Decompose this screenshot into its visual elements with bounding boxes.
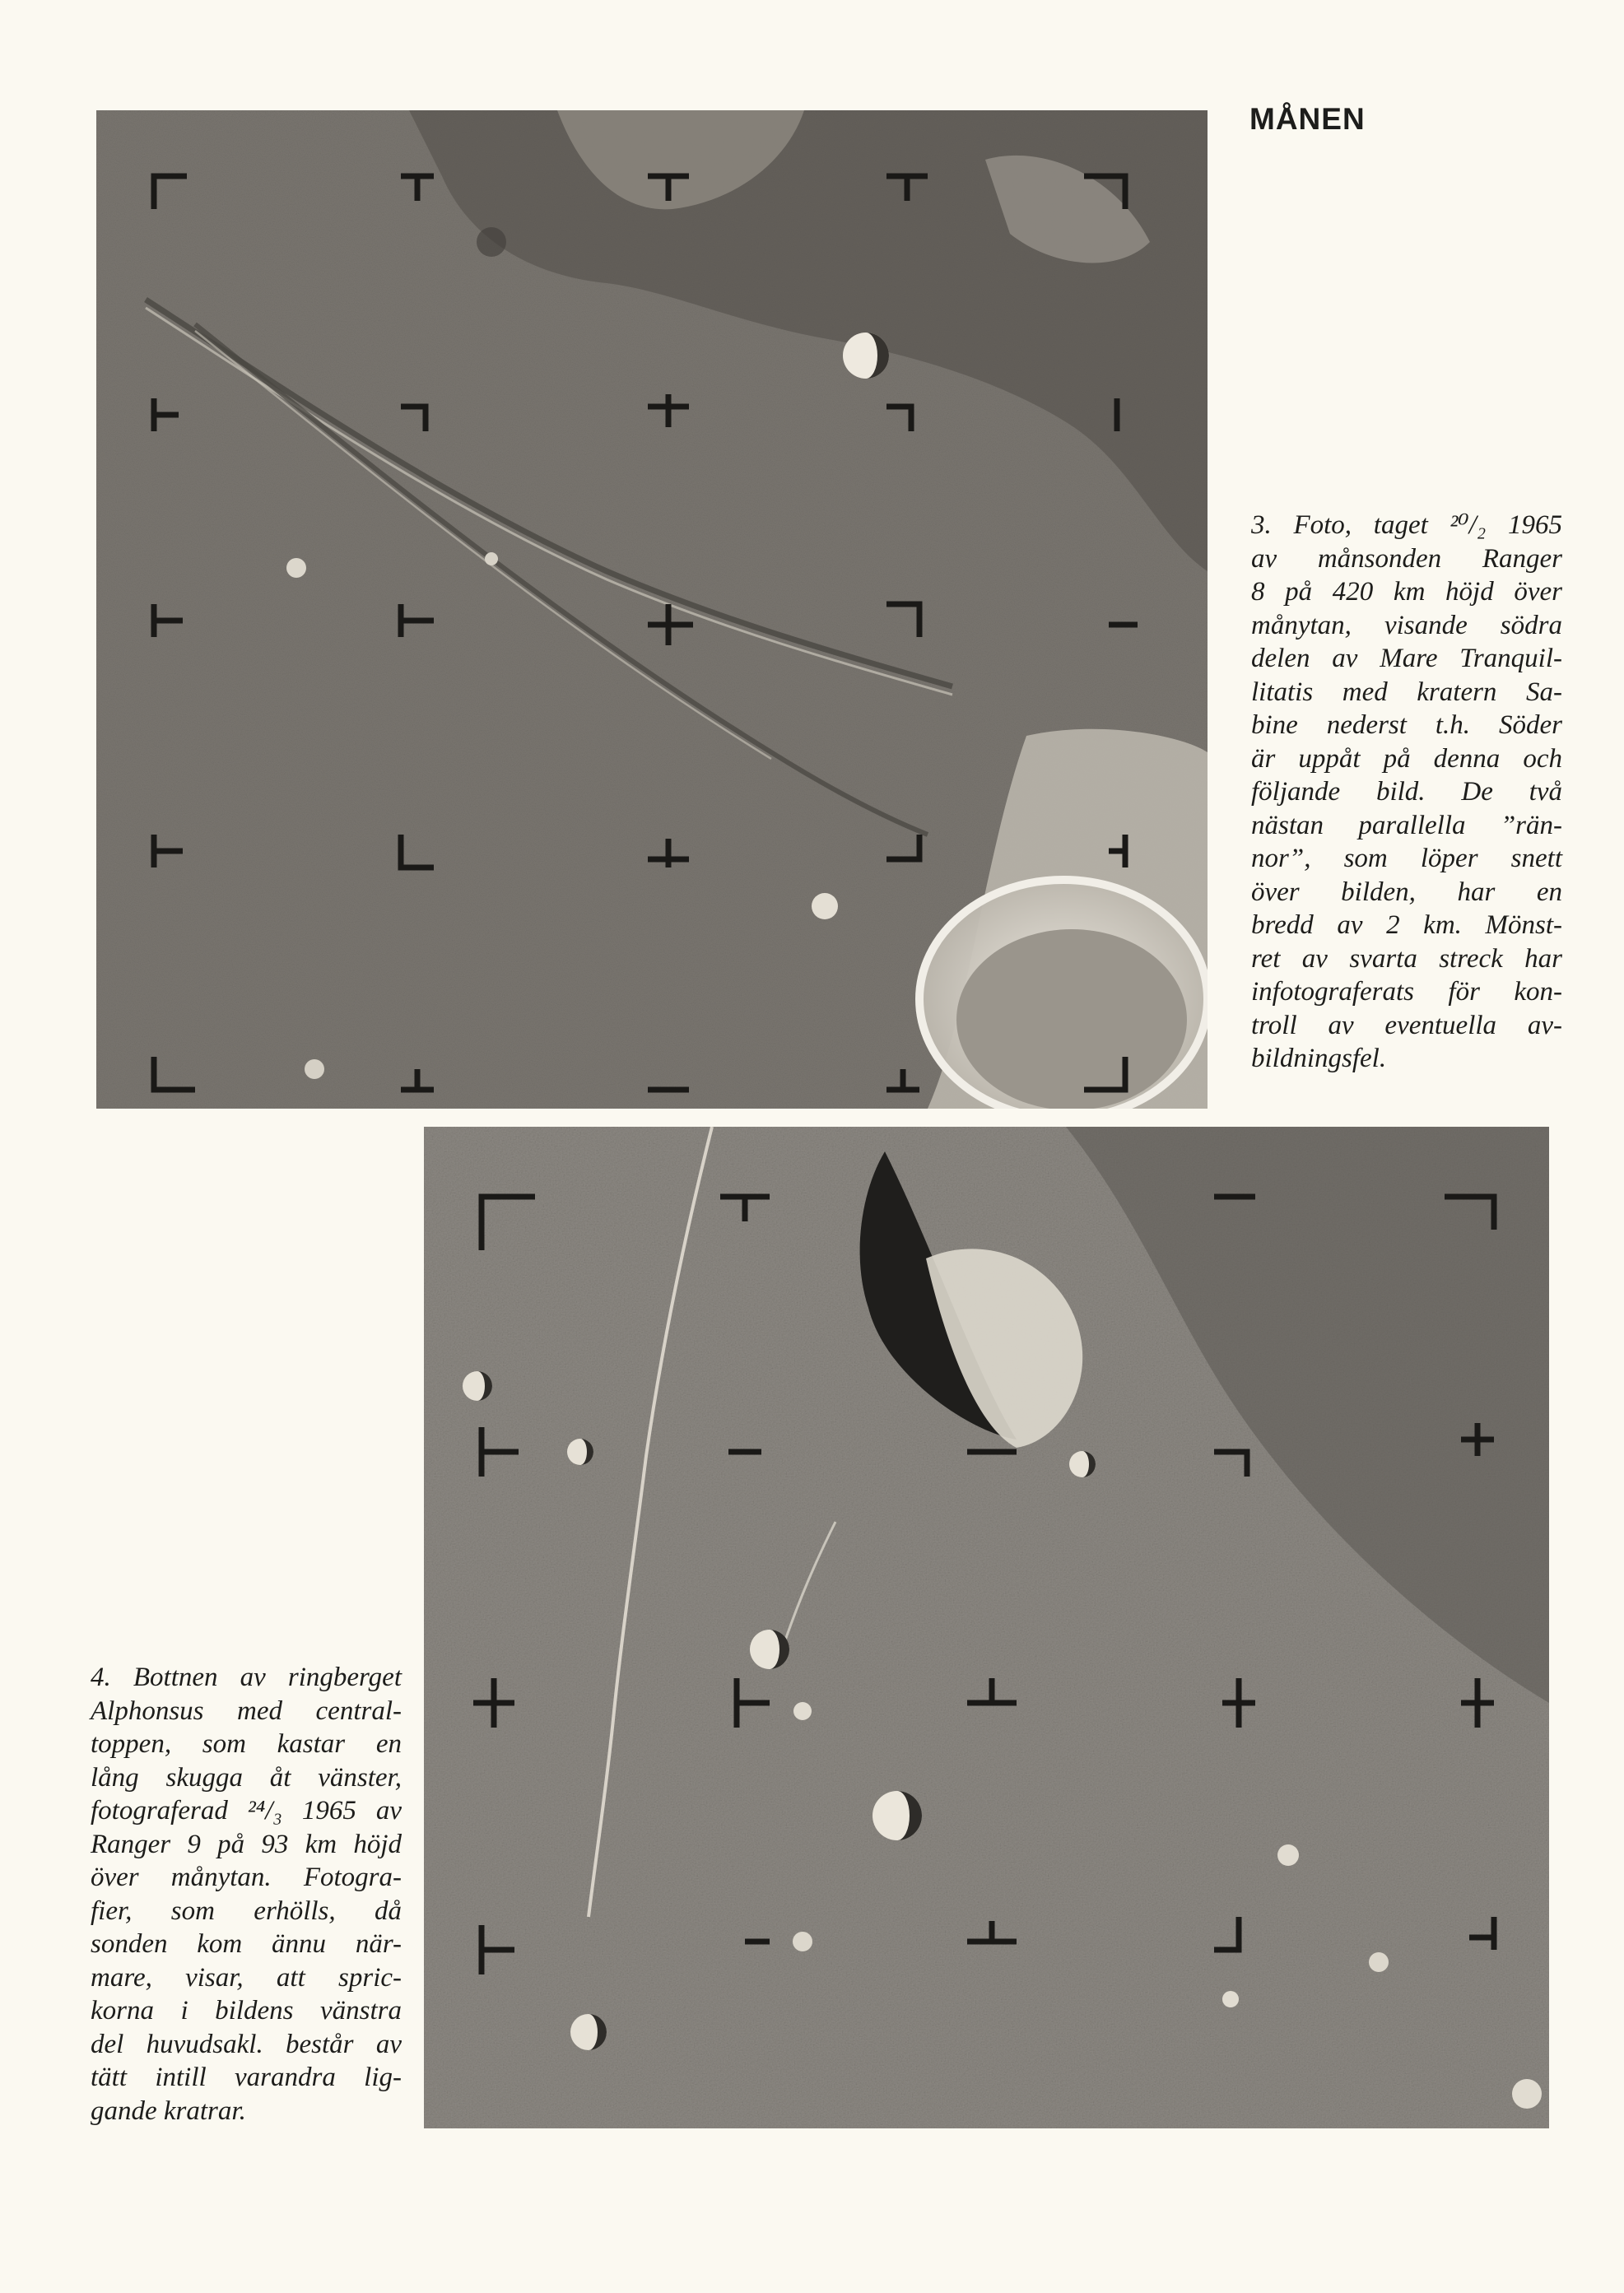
caption-line: över bilden, har en (1251, 877, 1562, 907)
caption-line: 8 på 420 km höjd över (1251, 577, 1562, 607)
caption-line: 3. Foto, taget ²⁰/₂ 1965 (1251, 510, 1562, 540)
caption-line: Ranger 9 på 93 km höjd (91, 1829, 402, 1859)
caption-line: nästan parallella ”rän- (1251, 810, 1562, 840)
moon-photo-ranger8 (96, 110, 1208, 1109)
caption-line: lång skugga åt vänster, (91, 1762, 402, 1793)
caption-line: av månsonden Ranger (1251, 543, 1562, 574)
caption-line: delen av Mare Tranquil- (1251, 644, 1562, 673)
figure-3-caption (1251, 509, 1562, 1076)
caption-line: tätt intill varandra lig- (91, 2063, 402, 2092)
caption-line: korna i bildens vänstra (91, 1996, 402, 2026)
caption-line: mare, visar, att spric- (91, 1962, 402, 1993)
page-title: MÅNEN (1249, 102, 1366, 136)
caption-line: fotograferad ²⁴/₃ 1965 av (91, 1796, 402, 1826)
caption-line: toppen, som kastar en (91, 1729, 402, 1759)
caption-line: följande bild. De två (1251, 777, 1562, 807)
caption-line: infotograferats för kon- (1251, 977, 1562, 1007)
caption-line: Alphonsus med central- (91, 1695, 402, 1726)
caption-line: fier, som erhölls, då (91, 1895, 402, 1926)
caption-line: nor”, som löper snett (1251, 844, 1562, 873)
caption-line: gande kratrar. (91, 2095, 246, 2126)
caption-line: över månytan. Fotogra- (91, 1863, 402, 1892)
caption-line: bine nederst t.h. Söder (1251, 710, 1562, 740)
caption-line: är uppåt på denna och (1251, 743, 1562, 774)
moon-photo-ranger9 (424, 1127, 1549, 2128)
figure-4-caption (91, 1661, 402, 2128)
caption-line: del huvudsakl. består av (91, 2029, 402, 2059)
caption-line: bredd av 2 km. Mönst- (1251, 910, 1562, 940)
caption-line: 4. Bottnen av ringberget (91, 1663, 402, 1692)
caption-line: ret av svarta streck har (1251, 943, 1562, 974)
caption-line: sonden kom ännu när- (91, 1929, 402, 1959)
caption-line: månytan, visande södra (1251, 610, 1562, 640)
caption-line: troll av eventuella av- (1251, 1010, 1562, 1040)
caption-line: bildningsfel. (1251, 1044, 1387, 1073)
caption-line: litatis med kratern Sa- (1251, 677, 1562, 707)
